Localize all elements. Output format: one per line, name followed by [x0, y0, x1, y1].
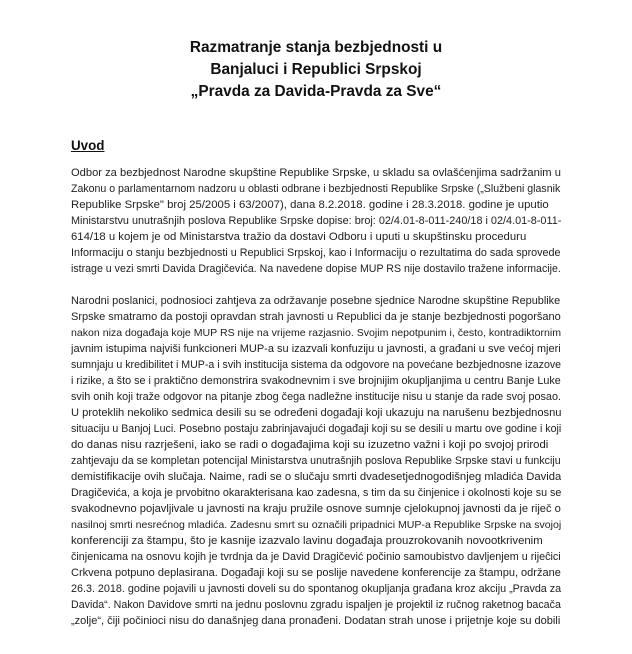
text-line: Zakonu o parlamentarnom nadzoru u oblasti odbrane i bezbjednosti Republike Srpske („Službeni glasnik — [71, 183, 561, 195]
text-line: Crkvena potpuno deplasirana. Događaji koji su se poslije navedene konferencije za štampu, održane — [71, 567, 561, 579]
text-line: situaciju u Banjoj Luci. Posebno postaju zabrinjavajući događaji koji su se desili u martu ove godine i koji — [71, 423, 561, 435]
text-line: Informaciju o stanju bezbjednosti u Republici Srpskoj, kao i Informaciju o rezultatima do sada sprovede — [71, 247, 561, 259]
text-line: 26.3. 2018. godine pojavili u javnosti doveli su do spontanog okupljanja građana kroz akciju „Pravda za — [71, 583, 561, 595]
text-line: i rizike, a što se i praktično demonstrira svakodnevnim i sve brojnijim okupljanjima u centru Banje Luke — [71, 375, 561, 387]
text-line: nasilnoj smrti nesrećnog mladića. Zadesnu smrt su označili pripadnici MUP-a Republike Srpske na svojoj — [71, 519, 561, 531]
text-line: Srpske smatramo da postoji opravdan strah javnosti u Republici da je stanje bezbjednosti pogoršano — [71, 311, 561, 323]
text-line: svakodnevno pojavljivale u javnosti na kraju pružile osnove sumnje cjelokupnoj javnosti da je riječ o — [71, 503, 561, 515]
text-line: U proteklih nekoliko sedmica desili su se određeni događaji koji ukazuju na narušenu bezbjednosnu — [71, 407, 561, 419]
paragraph-3 — [71, 405, 561, 629]
text-line: Narodni poslanici, podnosioci zahtjeva za održavanje posebne sjednice Narodne skupštine Republike — [71, 295, 561, 307]
title-line: Razmatranje stanja bezbjednosti u — [189, 39, 443, 56]
text-line: do danas nisu razrješeni, iako se radi o događajima koji su izuzetno važni i koji po svojoj prirodi — [71, 439, 549, 451]
section-heading: Uvod — [71, 138, 105, 153]
text-line: sumnjaju u kredibilitet i MUP-a i svih institucija sistema da odgovore na povećane bezbjednosne izazove — [71, 359, 561, 371]
paragraph-1 — [71, 165, 561, 277]
document-title — [0, 37, 632, 103]
text-line: Odbor za bezbjednost Narodne skupštine Republike Srpske, u skladu sa ovlašćenjima sadržanim u — [71, 167, 561, 179]
text-line: „zolje“, čiji počinioci nisu do današnjeg dana pronađeni. Dodatan strah unose i prijetnje koje su dobili — [71, 615, 561, 627]
text-line: Ministarstvu unutrašnjih poslova Republike Srpske dopise: broj: 02/4.01-8-011-240/18 i 02/4.01-8-011- — [71, 215, 561, 227]
text-line: javnim istupima najviši funkcioneri MUP-a su izazvali konfuziju u javnosti, a građani u sve većoj mjeri — [71, 343, 561, 355]
text-line: demistifikacije ovih slučaja. Naime, radi se o slučaju smrti dvadesetjednogodišnjeg mladića Davida — [71, 471, 561, 483]
text-line: Davida“. Nakon Davidove smrti na jednu poslovnu zgradu ispaljen je projektil iz ručnog raketnog bacača — [71, 599, 561, 611]
text-line: zahtjevaju da se kompletan potencijal Ministarstva unutrašnjih poslova Republike Srpske stavi u funkciju — [71, 455, 561, 467]
text-line: konferenciji za štampu, što je kasnije izazvalo lavinu događaja prouzrokovanih novootkrivenim — [71, 535, 543, 547]
paragraph-2 — [71, 293, 561, 405]
text-line: nakon niza događaja koje MUP RS nije na vrijeme razjasnio. Svojim nepotpunim i, često, kontradiktornim — [71, 327, 561, 339]
text-line: Republike Srpske" broj 25/2005 i 63/2007), dana 8.2.2018. godine i 28.3.2018. godine je uputio — [71, 199, 549, 211]
text-line: istrage u vezi smrti Davida Dragičevića. Na navedene dopise MUP RS nije dostavilo tražene informacije. — [71, 263, 561, 275]
text-line: 614/18 u kojem je od Ministarstva tražio da dostavi Odboru i uputi u skupštinsku proceduru — [71, 231, 527, 243]
text-line: činjenicama na osnovu kojih je tvrdnja da je David Dragičević počinio samoubistvo davljenjem u rijeĉici — [71, 551, 561, 563]
text-line: svih onih koji traže odgovor na pitanje zbog čega nadležne institucije nisu u stanje da rade svoj posao. — [71, 391, 561, 403]
title-line: „Pravda za Davida-Pravda za Sve“ — [190, 83, 442, 100]
title-line: Banjaluci i Republici Srpskoj — [210, 61, 422, 78]
text-line: Dragičevića, a koja je prvobitno okarakterisana kao zadesna, s tim da su činjenice i okolnosti koje su se — [71, 487, 561, 499]
